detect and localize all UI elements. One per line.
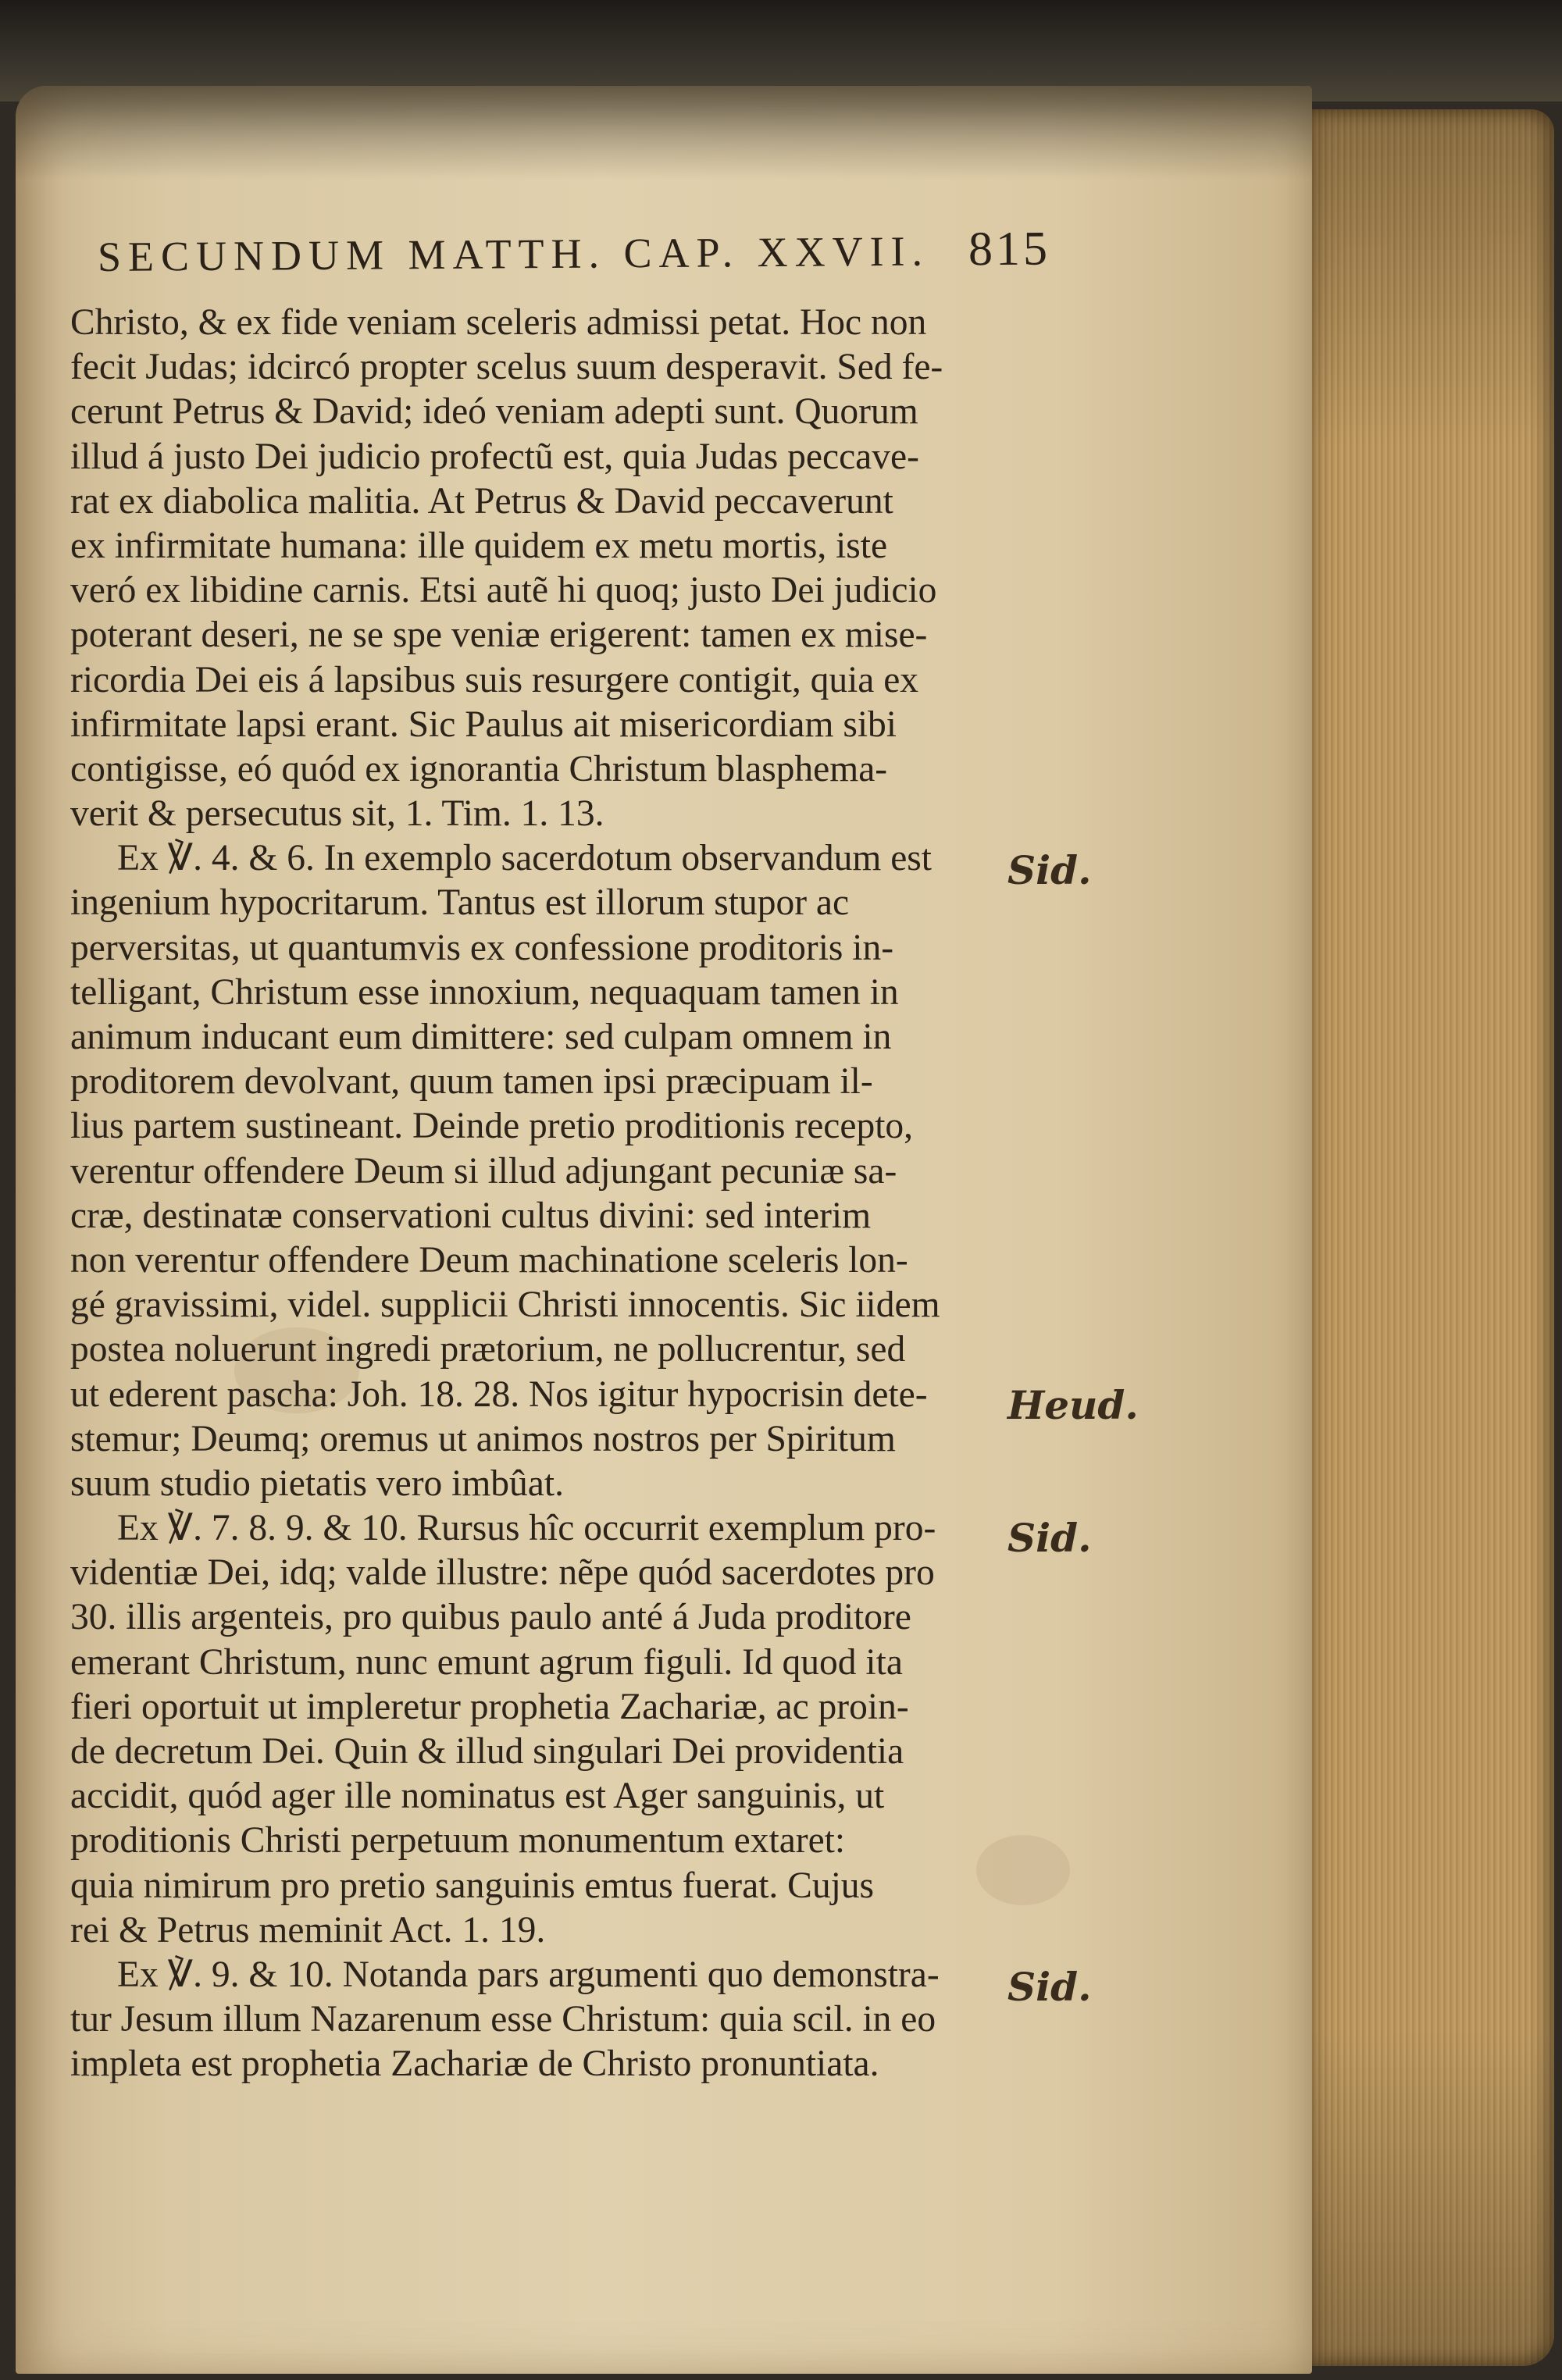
text-line: cerunt Petrus & David; ideó veniam adepti sunt. Quorum xyxy=(70,391,918,433)
text-line: postea noluerunt ingredi prætorium, ne pollucrentur, sed xyxy=(70,1329,906,1370)
text-line: gé gravissimi, videl. supplicii Christi innocentis. Sic iidem xyxy=(70,1284,940,1326)
text-line: telligant, Christum esse innoxium, nequaquam tamen in xyxy=(70,971,899,1013)
text-line: accidit, quód ager ille nominatus est Ager sanguinis, ut xyxy=(70,1776,885,1817)
text-line: ex infirmitate humana: ille quidem ex metu mortis, iste xyxy=(70,525,888,566)
text-line: fieri oportuit ut impleretur prophetia Zachariæ, ac proin- xyxy=(70,1686,909,1727)
text-line: impleta est prophetia Zachariæ de Christo pronuntiata. xyxy=(70,2043,879,2085)
text-line: non verentur offendere Deum machinatione sceleris lon- xyxy=(70,1239,908,1281)
text-line: perversitas, ut quantumvis ex confessione proditoris in- xyxy=(70,927,894,968)
text-line: fecit Judas; idcircó propter scelus suum desperavit. Sed fe- xyxy=(70,347,943,388)
page-number: 815 xyxy=(968,222,1051,276)
text-line: contigisse, eó quód ex ignorantia Christum blasphema- xyxy=(70,748,888,789)
text-line: illud á justo Dei judicio profectũ est, quia Judas peccave- xyxy=(70,436,919,477)
text-line: 30. illis argenteis, pro quibus paulo anté á Juda proditore xyxy=(70,1597,911,1638)
text-line: suum studio pietatis vero imbûat. xyxy=(70,1463,564,1504)
text-line: rei & Petrus meminit Act. 1. 19. xyxy=(70,1909,546,1951)
text-line: ut ederent pascha: Joh. 18. 28. Nos igitur hypocrisin dete- xyxy=(70,1373,928,1415)
running-head xyxy=(98,221,1050,283)
fore-edge-shadow xyxy=(1296,109,1554,2366)
running-title: SECUNDUM MATTH. CAP. XXVII. xyxy=(97,227,930,280)
paragraph-start-line: Ex ℣. 9. & 10. Notanda pars argumenti quo demonstra- xyxy=(117,1954,940,1995)
margin-note: Sid. xyxy=(1007,1515,1092,1561)
text-line: videntiæ Dei, idq; valde illustre: nẽpe quód sacerdotes pro xyxy=(70,1552,935,1594)
text-line: ricordia Dei eis á lapsibus suis resurgere contigit, quia ex xyxy=(70,659,919,700)
text-line: poterant deseri, ne se spe veniæ erigerent: tamen ex mise- xyxy=(70,615,928,656)
text-line: de decretum Dei. Quin & illud singulari Dei providentia xyxy=(70,1731,904,1772)
margin-note: Sid. xyxy=(1007,847,1092,893)
margin-note: Sid. xyxy=(1007,1964,1092,2010)
paragraph-start-line: Ex ℣. 7. 8. 9. & 10. Rursus hîc occurrit exemplum pro- xyxy=(117,1508,936,1549)
margin-note: Heud. xyxy=(1007,1382,1139,1428)
text-line: veró ex libidine carnis. Etsi autẽ hi quoq; justo Dei judicio xyxy=(70,570,937,611)
text-line: proditionis Christi perpetuum monumentum extaret: xyxy=(70,1820,846,1862)
text-line: rat ex diabolica malitia. At Petrus & David peccaverunt xyxy=(70,480,893,522)
text-line: infirmitate lapsi erant. Sic Paulus ait misericordiam sibi xyxy=(70,704,897,745)
body-text xyxy=(70,301,1015,2087)
margin-notes xyxy=(1007,0,1139,2380)
text-line: quia nimirum pro pretio sanguinis emtus fuerat. Cujus xyxy=(70,1865,875,1906)
text-line: proditorem devolvant, quum tamen ipsi præcipuam il- xyxy=(70,1061,873,1103)
paragraph-start-line: Ex ℣. 4. & 6. In exemplo sacerdotum observandum est xyxy=(117,838,932,879)
text-line: ingenium hypocritarum. Tantus est illorum stupor ac xyxy=(70,882,850,924)
text-line: lius partem sustineant. Deinde pretio proditionis recepto, xyxy=(70,1106,914,1147)
text-line: cræ, destinatæ conservationi cultus divini: sed interim xyxy=(70,1195,872,1236)
text-line: animum inducant eum dimittere: sed culpam omnem in xyxy=(70,1017,892,1057)
text-line: verit & persecutus sit, 1. Tim. 1. 13. xyxy=(70,793,604,835)
text-line: Christo, & ex fide veniam sceleris admissi petat. Hoc non xyxy=(70,302,927,343)
text-line: verentur offendere Deum si illud adjungant pecuniæ sa- xyxy=(70,1150,897,1192)
text-line: tur Jesum illum Nazarenum esse Christum: quia scil. in eo xyxy=(70,1999,936,2040)
text-line: stemur; Deumq; oremus ut animos nostros per Spiritum xyxy=(70,1418,896,1459)
text-line: emerant Christum, nunc emunt agrum figuli. Id quod ita xyxy=(70,1641,903,1683)
